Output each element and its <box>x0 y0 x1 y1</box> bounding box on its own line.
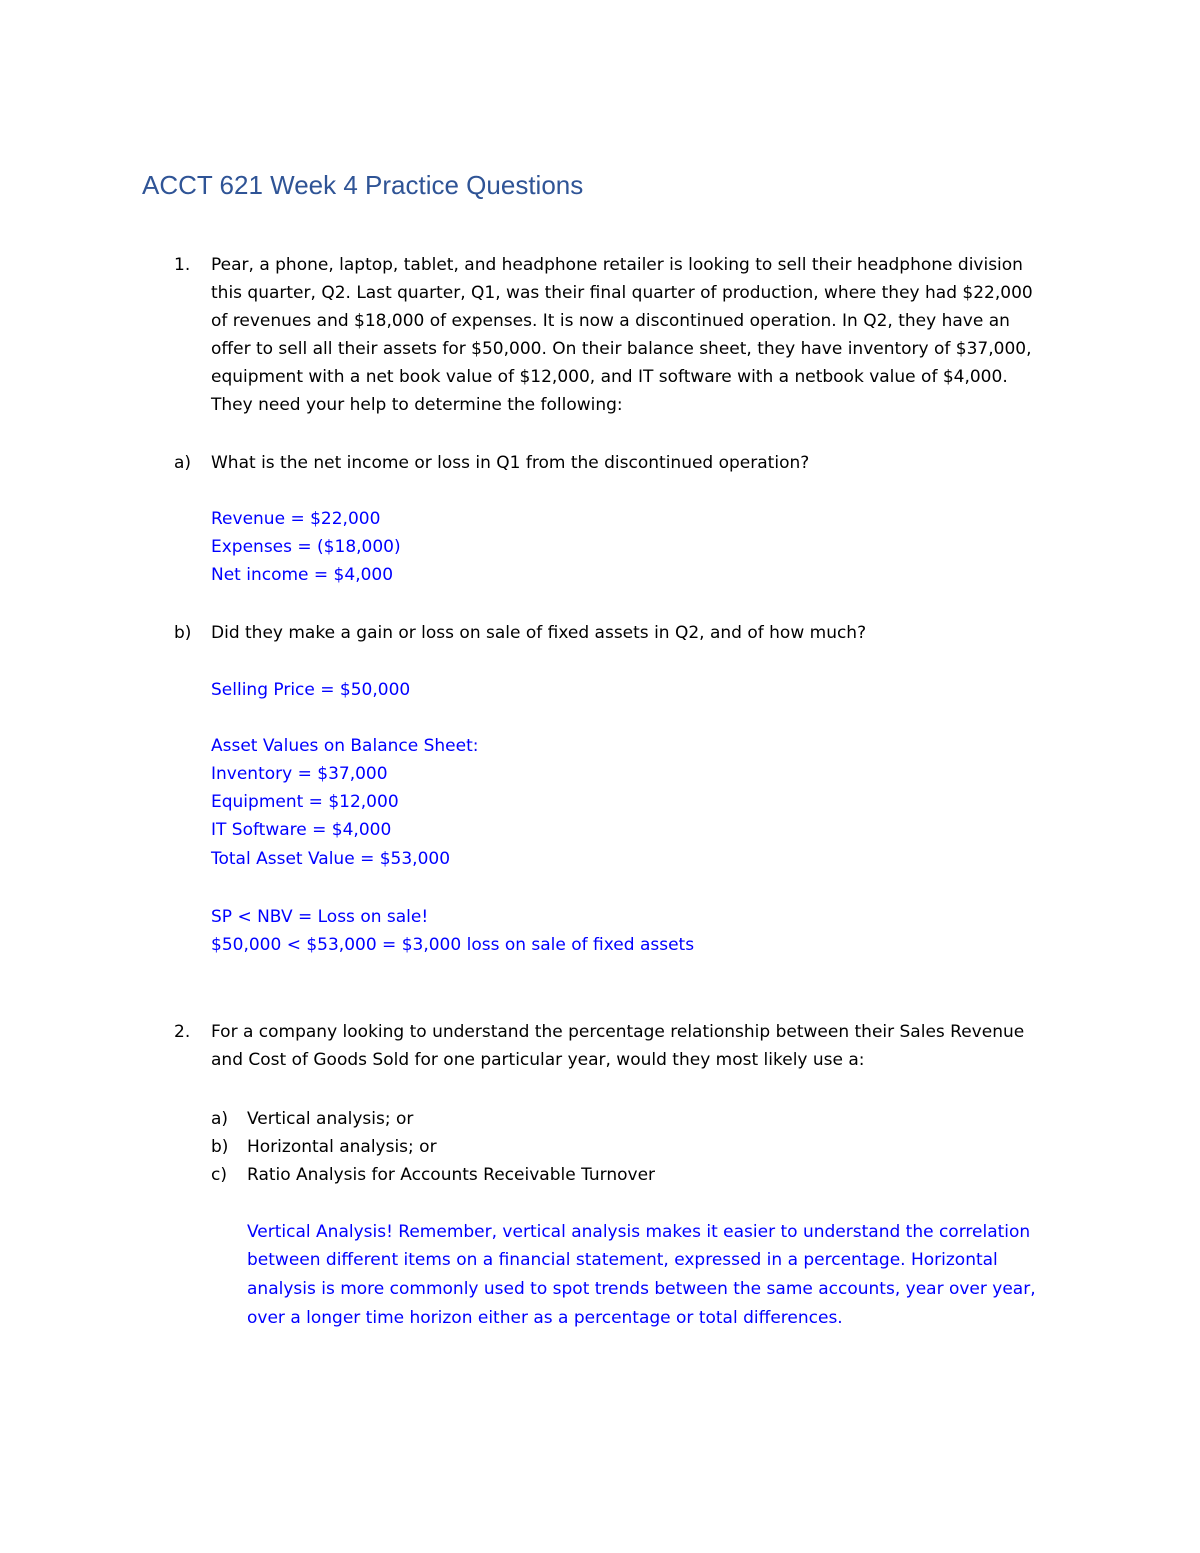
option-b-label: b) <box>211 1137 229 1157</box>
question-2-answer-line: over a longer time horizon either as a percentage or total differences. <box>247 1308 843 1328</box>
option-a-text: Vertical analysis; or <box>247 1109 414 1129</box>
question-2-answer-line: Vertical Analysis! Remember, vertical analysis makes it easier to understand the correlation <box>247 1222 1031 1242</box>
option-a-label: a) <box>211 1109 229 1129</box>
part-b-label: b) <box>174 623 192 643</box>
selling-price-line: Selling Price = $50,000 <box>211 680 411 700</box>
question-1-line: They need your help to determine the following: <box>211 395 623 415</box>
question-1-line: offer to sell all their assets for $50,000. On their balance sheet, they have inventory of $37,000, <box>211 339 1032 359</box>
question-2-answer-line: between different items on a financial statement, expressed in a percentage. Horizontal <box>247 1250 998 1270</box>
option-b-text: Horizontal analysis; or <box>247 1137 437 1157</box>
document-title: ACCT 621 Week 4 Practice Questions <box>142 170 584 200</box>
asset-value-line: IT Software = $4,000 <box>211 820 392 840</box>
option-c-text: Ratio Analysis for Accounts Receivable Turnover <box>247 1165 656 1185</box>
question-1-line: equipment with a net book value of $12,000, and IT software with a netbook value of $4,000. <box>211 367 1008 387</box>
part-a-question: What is the net income or loss in Q1 from the discontinued operation? <box>211 453 810 473</box>
asset-value-line: Equipment = $12,000 <box>211 792 399 812</box>
total-asset-value-line: Total Asset Value = $53,000 <box>211 849 451 869</box>
part-a-answer-line: Net income = $4,000 <box>211 565 394 585</box>
question-1-number: 1. <box>174 255 191 275</box>
part-a-answer-line: Revenue = $22,000 <box>211 509 381 529</box>
part-a-answer-line: Expenses = ($18,000) <box>211 537 401 557</box>
question-1-line: of revenues and $18,000 of expenses. It is now a discontinued operation. In Q2, they have an <box>211 311 1010 331</box>
question-2-number: 2. <box>174 1022 191 1042</box>
question-1-line: Pear, a phone, laptop, tablet, and headphone retailer is looking to sell their headphone division <box>211 255 1023 275</box>
asset-values-heading: Asset Values on Balance Sheet: <box>211 736 479 756</box>
question-1-line: this quarter, Q2. Last quarter, Q1, was their final quarter of production, where they had $22,000 <box>211 283 1033 303</box>
option-c-label: c) <box>211 1165 227 1185</box>
part-b-question: Did they make a gain or loss on sale of fixed assets in Q2, and of how much? <box>211 623 867 643</box>
part-a-label: a) <box>174 453 192 473</box>
conclusion-line: SP < NBV = Loss on sale! <box>211 907 429 927</box>
conclusion-line: $50,000 < $53,000 = $3,000 loss on sale of fixed assets <box>211 935 695 955</box>
question-2-answer-line: analysis is more commonly used to spot trends between the same accounts, year over year, <box>247 1279 1036 1299</box>
asset-value-line: Inventory = $37,000 <box>211 764 388 784</box>
question-2-line: For a company looking to understand the percentage relationship between their Sales Revenue <box>211 1022 1025 1042</box>
question-2-line: and Cost of Goods Sold for one particular year, would they most likely use a: <box>211 1050 865 1070</box>
